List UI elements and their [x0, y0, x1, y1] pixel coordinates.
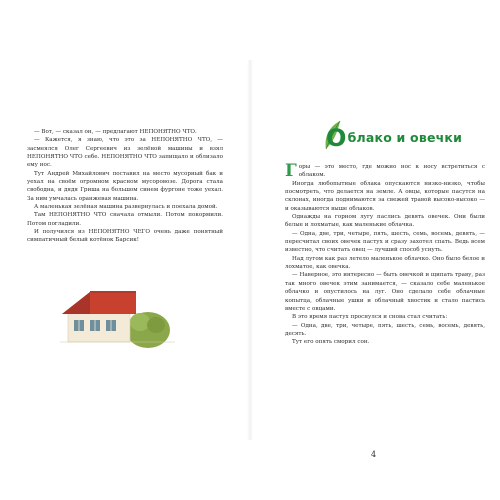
house-illustration — [60, 270, 180, 355]
title-first-letter: О — [326, 124, 347, 152]
paragraph: Там НЕПОНЯТНО ЧТО сначала отмыли. Потом покормили. Потом погладили. — [27, 212, 223, 227]
right-page-text — [285, 163, 485, 347]
paragraph: А маленькая зелёная машина развернулась и поехала домой. — [34, 204, 218, 211]
paragraph: — Наверное, это интересно — быть овечкой и щипать траву, раз так много овечек этим занимается, — сказало себе маленькое облачко и опустилось на луг. Оно сделало себе облачные копытца, облачные ушки и облачный хвостик и стало пастись вместе с овцами. — [285, 272, 485, 312]
paragraph: И получился из НЕПОНЯТНО ЧЕГО очень даже понятный симпатичный белый котёнок Барсик! — [27, 229, 223, 244]
paragraph: — Кажется, я знаю, что это за НЕПОНЯТНО ЧТО, — засмеялся Олег Сергеевич из зелёной машины и взял НЕПОНЯТНО ЧТО себе. НЕПОНЯТНО ЧТО запищало и облизало ему нос. — [27, 137, 223, 169]
paragraph: — Одна, две, три, четыре, пять, шесть, семь, восемь, девять, — пересчитал своих овечек пастух и сразу захотел спать. Ведь всем известно, что считать овец — лучший способ уснуть. — [285, 230, 485, 254]
paragraph: — Вот, — сказал он, — предлагают НЕПОНЯТНО ЧТО. — [34, 129, 197, 135]
first-paragraph — [285, 163, 485, 180]
paragraph: Однажды на горном лугу паслись девять овечек. Они были белые и лохматые, как маленькие облачка. — [285, 214, 485, 229]
paragraph: Иногда любопытные облака опускаются низко-низко, чтобы посмотреть, что делается на земле. А овцы, которые пасутся на склонах, иногда поднимаются за свежей травой высоко-высоко — и оказываются выше облаков. — [285, 180, 485, 212]
chapter-title — [326, 123, 486, 153]
title-rest: блако и овечки — [347, 130, 463, 145]
first-paragraph-text: оры — это место, где можно нос к носу встретиться с облаком. — [298, 164, 485, 179]
paragraph: Тут его опять сморил сон. — [292, 339, 370, 346]
left-page-text — [27, 128, 223, 245]
page-number: 4 — [371, 450, 377, 459]
dropcap: Г — [285, 161, 297, 181]
paragraph: — Одна, две, три, четыре, пять, шесть, семь, восемь, девять, десять. — [285, 322, 485, 337]
paragraph: Тут Андрей Михайлович поставил на место мусорный бак и уехал на своём огромном красном мусоровозе. Дорога стала свободна, и дядя Гриша на большом синем фургоне тоже уехал. За ним умчалась оранжевая машина. — [27, 170, 223, 202]
paragraph: Над лугом как раз летело маленькое облачко. Оно было белое и лохматое, как овечка. — [285, 255, 485, 271]
paragraph: В это время пастух проснулся и снова стал считать: — [292, 314, 448, 321]
